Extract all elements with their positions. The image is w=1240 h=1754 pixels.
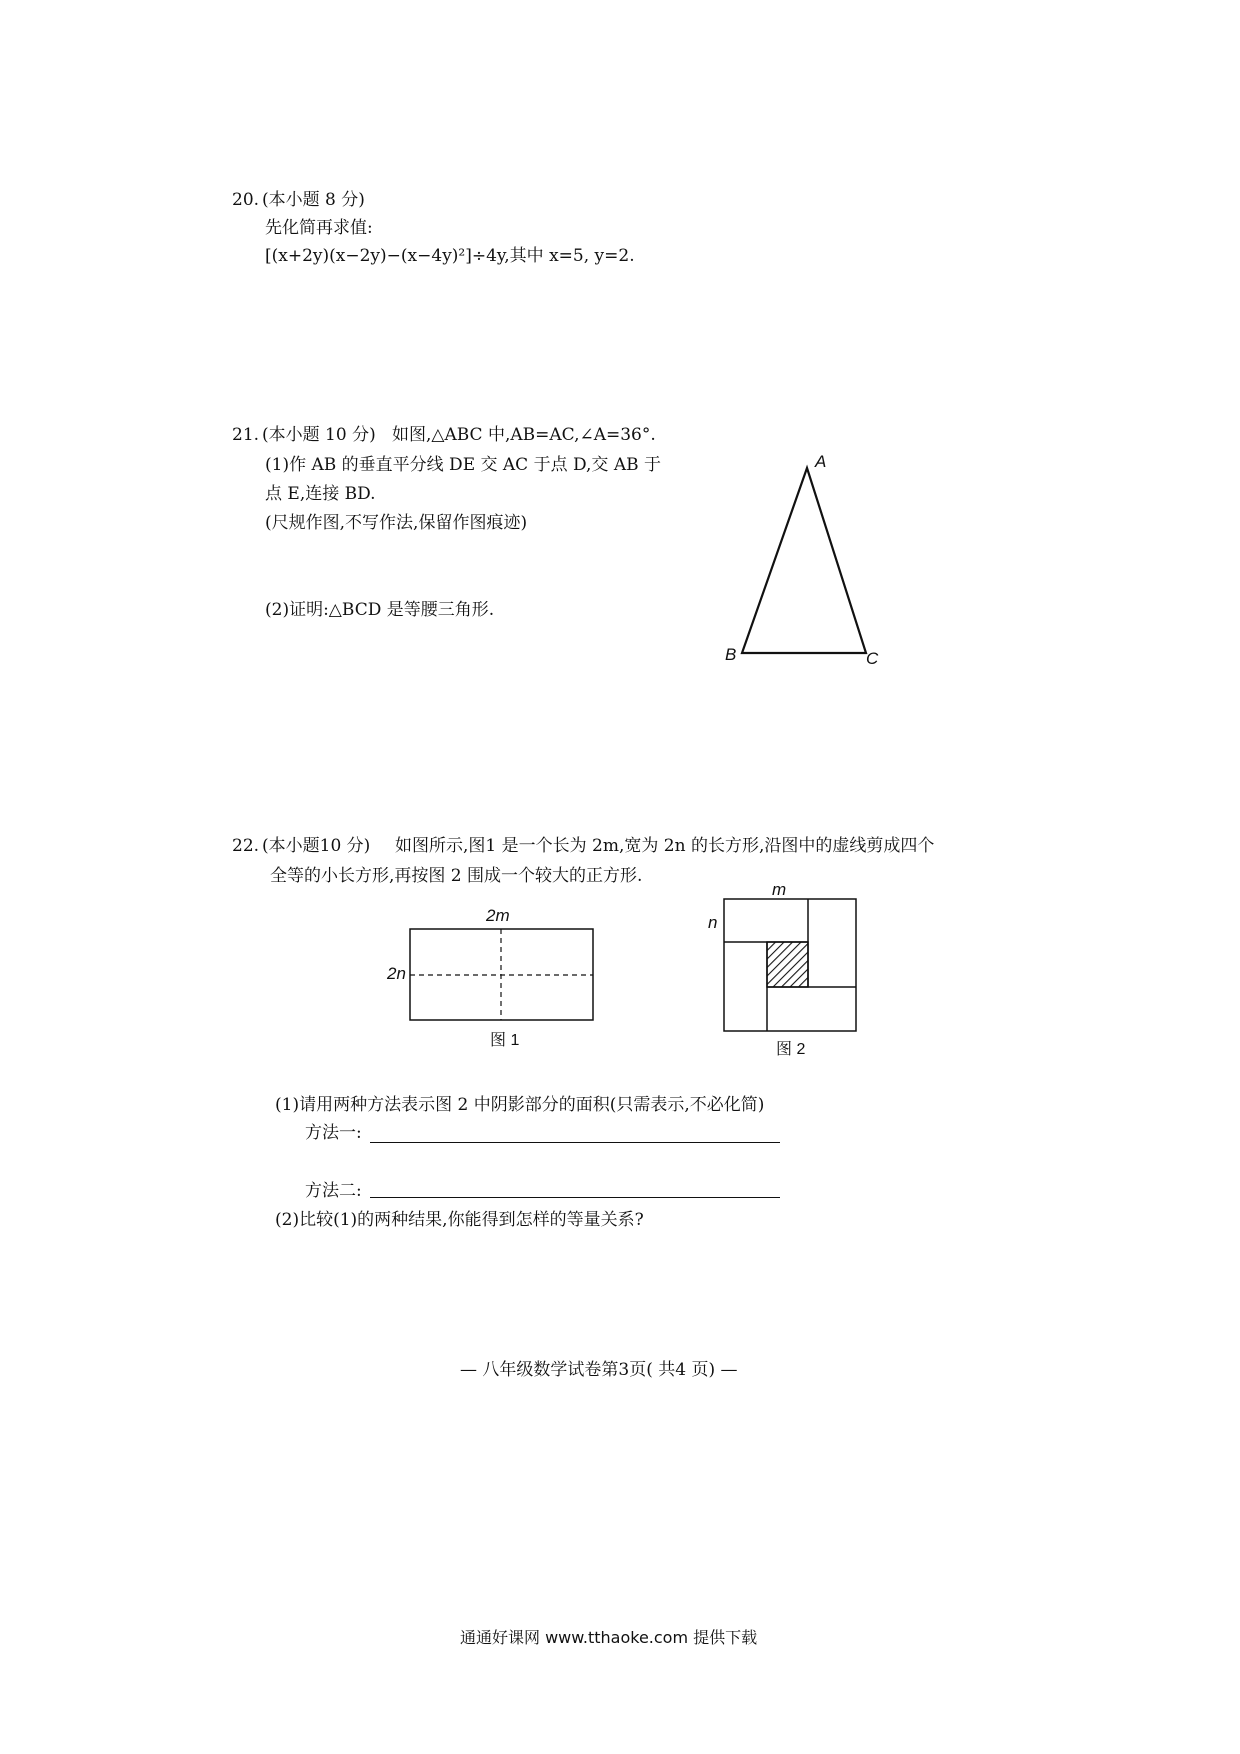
q20-instruction: 先化简再求值: — [265, 218, 373, 238]
q22-part2: (2)比较(1)的两种结果,你能得到怎样的等量关系? — [275, 1210, 644, 1230]
q21-part1-note: (尺规作图,不写作法,保留作图痕迹) — [265, 513, 528, 533]
vertex-b-label: B — [725, 645, 737, 664]
q21-stem: 如图,△ABC 中,AB=AC,∠A=36°. — [392, 425, 656, 445]
triangle-abc — [742, 468, 866, 653]
q21-part1-line2: 点 E,连接 BD. — [265, 484, 376, 504]
q22-stem-line2: 全等的小长方形,再按图 2 围成一个较大的正方形. — [270, 866, 643, 886]
q20-number: 20. — [232, 190, 260, 210]
method1-answer-line[interactable] — [370, 1142, 780, 1143]
page-footer: — 八年级数学试卷第3页( 共4 页) — — [460, 1360, 738, 1380]
q22-stem-line1: 如图所示,图1 是一个长为 2m,宽为 2n 的长方形,沿图中的虚线剪成四个 — [395, 836, 935, 856]
fig2-shaded-square — [767, 942, 808, 987]
method2-answer-line[interactable] — [370, 1197, 780, 1198]
q21-part1-line1: (1)作 AB 的垂直平分线 DE 交 AC 于点 D,交 AB 于 — [265, 455, 662, 475]
fig2-caption: 图 2 — [776, 1041, 806, 1058]
vertex-a-label: A — [815, 452, 827, 471]
fig2-m-label: m — [772, 880, 787, 899]
q21-part2: (2)证明:△BCD 是等腰三角形. — [265, 600, 495, 620]
q20-expression: [(x+2y)(x−2y)−(x−4y)²]÷4y,其中 x=5, y=2. — [265, 246, 635, 266]
q22-method2-label: 方法二: — [305, 1181, 362, 1201]
fig1-width-label: 2m — [486, 906, 510, 925]
q22-method1-label: 方法一: — [305, 1123, 362, 1143]
q22-number: 22. — [232, 836, 260, 856]
figure-2-square — [720, 895, 860, 1035]
fig1-height-label: 2n — [387, 964, 406, 983]
fig1-caption: 图 1 — [490, 1032, 520, 1049]
vertex-c-label: C — [866, 649, 879, 668]
q20-points: (本小题 8 分) — [262, 190, 365, 210]
q22-part1: (1)请用两种方法表示图 2 中阴影部分的面积(只需表示,不必化简) — [275, 1095, 765, 1115]
figure-1-rectangle — [400, 920, 600, 1025]
fig2-n-label: n — [708, 913, 718, 932]
download-watermark: 通通好课网 www.tthaoke.com 提供下载 — [460, 1628, 758, 1647]
triangle-abc-figure — [720, 450, 890, 670]
q21-number: 21. — [232, 425, 260, 445]
q21-points: (本小题 10 分) — [262, 425, 376, 445]
q22-points: (本小题10 分) — [262, 836, 371, 856]
